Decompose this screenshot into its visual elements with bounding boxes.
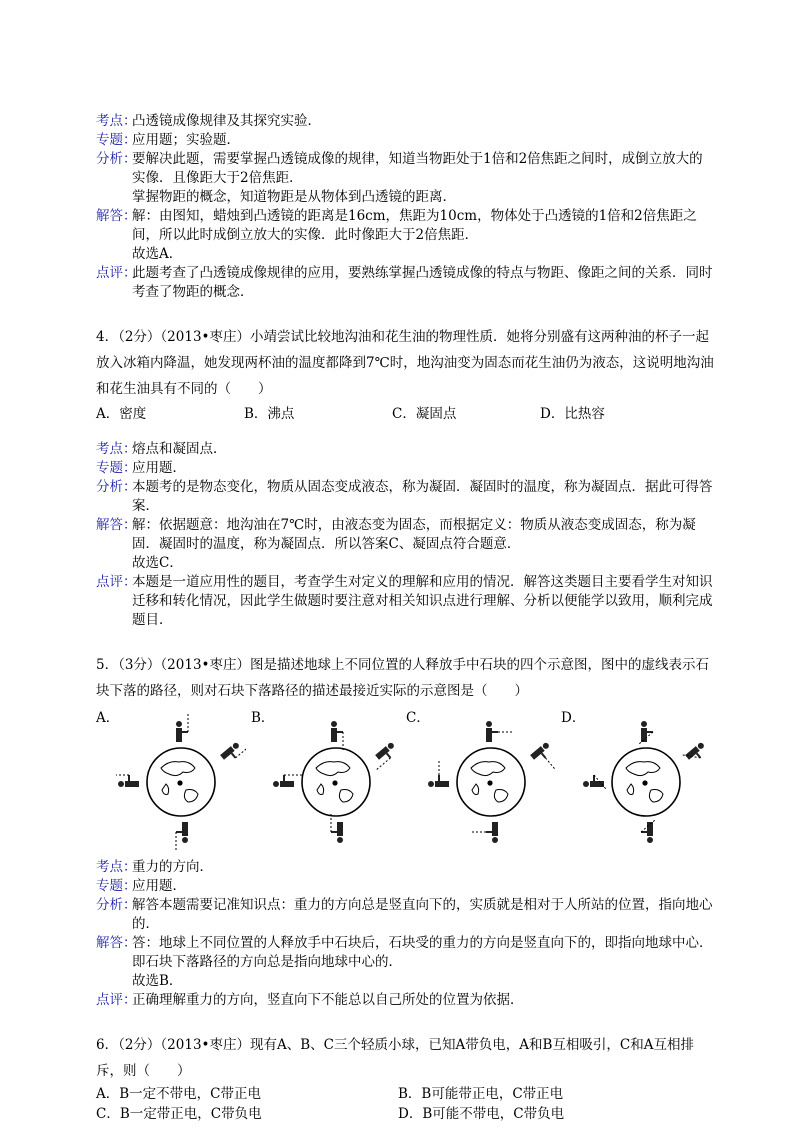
q3-jieda-2: 故选A． [132,246,183,262]
person-figure [369,742,399,770]
label-dianping: 点评： [96,574,137,590]
person-figure [220,737,246,764]
question-5 [96,652,716,704]
q3-kaodian: 凸透镜成像规律及其探究实验． [132,113,321,129]
label-zhuanti: 专题： [96,460,137,476]
earth-center-dot [332,780,337,785]
person-figure [331,721,343,750]
q3-fenxi-2: 掌握物距的概念，知道物距是从物体到凸透镜的距离． [132,189,456,205]
person-body [647,822,653,836]
q5-zhuanti: 应用题． [132,878,186,894]
q5-figure-c [406,706,561,856]
q3-fenxi-1: 要解决此题，需要掌握凸透镜成像的规律，知道当物距处于1倍和2倍焦距之间时，成倒立放大的实像．且像距大于2倍焦距． [132,151,703,186]
person-head [486,721,492,727]
earth-center-dot [487,780,492,785]
person-arm [542,753,546,758]
label-jieda: 解答： [96,517,137,533]
person-body [331,728,337,742]
label-dianping: 点评： [96,992,137,1008]
person-figure [176,714,188,742]
person-head [428,781,434,787]
q5-fenxi: 解答本题需要记准知识点：重力的方向总是竖直向下的，实质就是相对于人所站的位置，指向地心的． [132,897,713,932]
person-figure [116,775,139,787]
person-body [125,781,139,787]
label-fenxi: 分析： [96,479,137,495]
q4-option-d: D．比热容 [540,406,605,422]
person-head [331,721,337,727]
person-head [182,837,188,843]
person-body [590,781,604,787]
person-body [486,728,492,742]
person-figure [682,740,709,766]
person-figure [273,775,302,787]
person-body [182,822,188,836]
q5-figure-d [561,706,716,856]
person-arm [387,753,391,758]
q5-figure-b [251,706,406,856]
q4-option-c: C．凝固点 [392,406,457,422]
label-kaodian: 考点： [96,859,137,875]
person-figure [176,822,188,850]
q4-option-a: A．密度 [96,406,147,422]
person-head [647,837,653,843]
q5-jieda-1: 答：地球上不同位置的人释放手中石块后，石块受的重力的方向是竖直向下的，即指向地球中心．即石块下落路径的方向总是指向地球中心的． [132,935,713,970]
label-jieda: 解答： [96,208,137,224]
person-figure [530,742,556,777]
person-head [492,837,498,843]
label-zhuanti: 专题： [96,878,137,894]
person-body [280,781,294,787]
person-figure [470,822,498,843]
q3-dianping: 此题考查了凸透镜成像规律的应用，要熟练掌握凸透镜成像的特点与物距、像距之间的关系．同时考查了物距的概念． [132,265,713,300]
q5-figures [96,706,716,856]
q6-stem: 6．（2分）（2013•枣庄）现有A、B、C三个轻质小球，已知A带负电，A和B互相吸引，C和A互相排斥，则（ ） [96,1037,694,1079]
earth-diagram-b [271,710,401,850]
q3-zhuanti: 应用题；实验题． [132,132,240,148]
label-fenxi: 分析： [96,897,137,913]
q5-figure-label-a: A． [96,710,120,726]
q5-kaodian: 重力的方向． [132,859,213,875]
person-head [583,781,589,787]
q5-figure-label-d: D． [561,710,586,726]
q4-jieda-2: 故选C． [132,555,183,571]
person-arm [697,753,701,758]
q6-option-b: B．B可能带正电，C带正电 [398,1086,564,1102]
q4-kaodian: 熔点和凝固点． [132,441,227,457]
label-dianping: 点评： [96,265,137,281]
person-figure [639,721,653,744]
person-figure [583,775,606,789]
q4-dianping: 本题是一道应用性的题目，考查学生对定义的理解和应用的情况．解答这类题目主要看学生对知识迁移和转化情况，因此学生做题时要注意对相关知识点进行理解、分析以便能学以致用，顺利完成题目． [132,574,713,628]
q5-dianping: 正确理解重力的方向，竖直向下不能总以自己所处的位置为依据． [132,992,524,1008]
person-body [641,728,647,742]
person-figure [428,759,449,787]
q4-option-b: B．沸点 [244,406,295,422]
q5-analysis [96,858,716,1010]
question-6 [96,1032,716,1124]
person-head [273,781,279,787]
person-head [176,721,182,727]
page [96,112,716,1124]
q5-stem: 5．（3分）（2013•枣庄）图是描述地球上不同位置的人释放手中石块的四个示意图，图中的虚线表示石块下落的路径，则对石块下落路径的描述最接近实际的示意图是（ ） [96,657,709,699]
person-head [118,781,124,787]
q6-option-a: A．B一定不带电，C带正电 [96,1086,261,1102]
drop-path [377,758,391,770]
earth-center-dot [642,780,647,785]
q3-jieda-1: 解：由图知，蜡烛到凸透镜的距离是16cm，焦距为10cm，物体处于凸透镜的1倍和2倍焦距之间，所以此时成倒立放大的实像．此时像距大于2倍焦距． [132,208,697,243]
q6-option-c: C．B一定带正电，C带负电 [96,1106,262,1122]
person-body [176,728,182,742]
person-figure [486,721,514,742]
label-zhuanti: 专题： [96,132,137,148]
person-body [337,822,343,836]
person-arm [232,753,236,758]
q5-figure-a [96,706,251,856]
q3-analysis [96,112,716,302]
person-figure [641,820,655,843]
q4-zhuanti: 应用题． [132,460,186,476]
q4-stem: 4．（2分）（2013•枣庄）小靖尝试比较地沟油和花生油的物理性质．她将分别盛有这两种油的杯子一起放入冰箱内降温，她发现两杯油的温度都降到7℃时，地沟油变为固态而花生油仍为液态，这说明地沟油和花生油具有不同的（ ） [96,329,714,397]
q4-analysis [96,440,716,630]
person-head [641,721,647,727]
person-body [492,822,498,836]
person-body [435,781,449,787]
person-figure [331,814,343,843]
q6-option-d: D．B可能不带电，C带负电 [398,1106,565,1122]
q5-figure-label-b: B． [251,710,275,726]
earth-diagram-d [581,710,711,850]
label-kaodian: 考点： [96,113,137,129]
earth-diagram-c [426,710,556,850]
earth-diagram-a [116,710,246,850]
question-4 [96,324,716,426]
q4-jieda-1: 解：依据题意：地沟油在7℃时，由液态变为固态，而根据定义：物质从液态变成固态，称为凝固．凝固时的温度，称为凝固点．所以答案C、凝固点符合题意． [132,517,696,552]
earth-center-dot [177,780,182,785]
q5-jieda-2: 故选B． [132,973,183,989]
label-jieda: 解答： [96,935,137,951]
person-head [337,837,343,843]
drop-path [546,758,556,770]
label-kaodian: 考点： [96,441,137,457]
q5-figure-label-c: C． [406,710,430,726]
q4-fenxi: 本题考的是物态变化，物质从固态变成液态，称为凝固．凝固时的温度，称为凝固点．据此可得答案． [132,479,713,514]
label-fenxi: 分析： [96,151,137,167]
